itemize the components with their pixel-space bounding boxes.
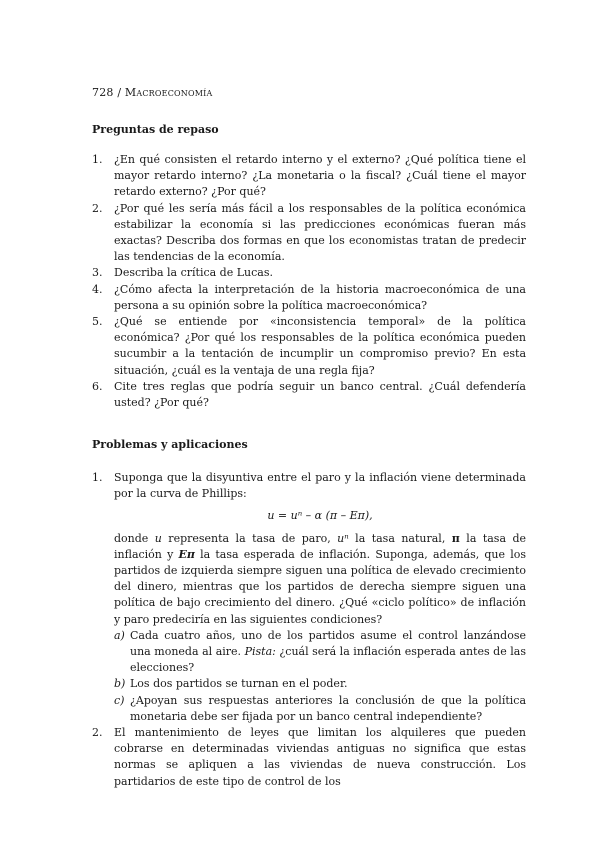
question-text: ¿En qué consisten el retardo interno y el externo? ¿Qué política tiene el mayor retardo interno? ¿La monetaria o la fiscal? ¿Cuál tiene el mayor retardo externo? ¿Por qué? (114, 153, 526, 199)
sub-question (114, 676, 526, 692)
question-number: 5. (92, 315, 103, 329)
question-text: ¿Cómo afecta la interpretación de la historia macroeconómica de una persona a su opinión sobre la política macroeconómica? (114, 282, 526, 312)
variable-pi: π (451, 531, 460, 545)
question-number: 3. (92, 266, 103, 280)
body-text: la tasa natural, (348, 531, 452, 545)
problem-number: 2. (92, 726, 103, 740)
problem-item (92, 470, 526, 725)
review-question (92, 265, 526, 281)
body-text: la tasa esperada de inflación. Suponga, además, que los partidos de izquierda siempre siguen una política de elevado crecimiento del dinero, mientras que los partidos de derecha siempre siguen una política de bajo crecimiento del dinero. ¿Qué «ciclo político» de inflación y paro predeciría en las siguientes condiciones? (114, 547, 526, 626)
question-number: 6. (92, 379, 103, 393)
running-head (92, 86, 212, 99)
body-text: donde (114, 531, 155, 545)
question-text: Cite tres reglas que podría seguir un banco central. ¿Cuál defendería usted? ¿Por qué? (114, 379, 526, 410)
review-question (92, 379, 526, 411)
problem-intro: Suponga que la disyuntiva entre el paro y la inflación viene determinada por la curva de Phillips: (114, 471, 526, 501)
header-separator: / (117, 86, 122, 99)
page-number: 728 (92, 86, 114, 99)
phillips-curve-formula: u = uⁿ – α (π – Eπ), (267, 509, 373, 523)
hint-label: Pista: (244, 645, 276, 659)
question-text: ¿Por qué les sería más fácil a los responsables de la política económica estabilizar la economía si las predicciones económicas fueran más exactas? Describa dos formas en que los economistas tratan de predecir las tendencias de la economía. (114, 201, 526, 264)
sub-question-text: Los dos partidos se turnan en el poder. (130, 677, 348, 691)
review-question (92, 282, 526, 314)
variable-un: uⁿ (337, 531, 349, 545)
question-number: 1. (92, 153, 103, 166)
variable-epi: Eπ (178, 547, 195, 561)
question-text: Describa la crítica de Lucas. (114, 266, 273, 280)
sub-question-letter: b) (114, 677, 126, 691)
hint-text: ¿cuál será la inflación esperada antes de las elecciones? (130, 645, 526, 675)
problem-body (114, 531, 526, 628)
sub-question (114, 628, 526, 677)
sub-question-letter: c) (114, 693, 125, 707)
problem-item (92, 725, 526, 790)
problem-number: 1. (92, 471, 103, 484)
question-text: ¿Qué se entiende por «inconsistencia temporal» de la política económica? ¿Por qué los responsables de la política económica pueden sucumbir a la tentación de incumplir un compromiso previo? En esta situación, ¿cuál es la ventaja de una regla fija? (114, 315, 526, 377)
review-questions-list (92, 152, 526, 411)
section-title-problems: Problemas y aplicaciones (92, 438, 248, 451)
problem-text: El mantenimiento de leyes que limitan los alquileres que pueden cobrarse en determinadas viviendas antiguas no significa que estas normas se apliquen a las viviendas de nueva construcción. Los partidarios de este tipo de control de los (114, 726, 526, 788)
review-question (92, 314, 526, 379)
body-text: la tasa de inflación y (114, 531, 527, 561)
sub-question-text: ¿Apoyan sus respuestas anteriores la conclusión de que la política monetaria debe ser fijada por un banco central independiente? (130, 693, 526, 723)
question-number: 2. (92, 201, 103, 215)
review-question (92, 152, 526, 201)
sub-question-text: Cada cuatro años, uno de los partidos asume el control lanzándose una moneda al aire. (130, 628, 526, 659)
review-question (92, 201, 526, 266)
section-title-review: Preguntas de repaso (92, 123, 219, 136)
sub-question (114, 693, 526, 725)
body-text: representa la tasa de paro, (161, 531, 338, 545)
variable-u: u (154, 531, 162, 545)
sub-question-letter: a) (114, 628, 125, 642)
question-number: 4. (92, 282, 103, 296)
problems-list (92, 470, 526, 790)
book-title: Macroeconomía (124, 86, 213, 99)
